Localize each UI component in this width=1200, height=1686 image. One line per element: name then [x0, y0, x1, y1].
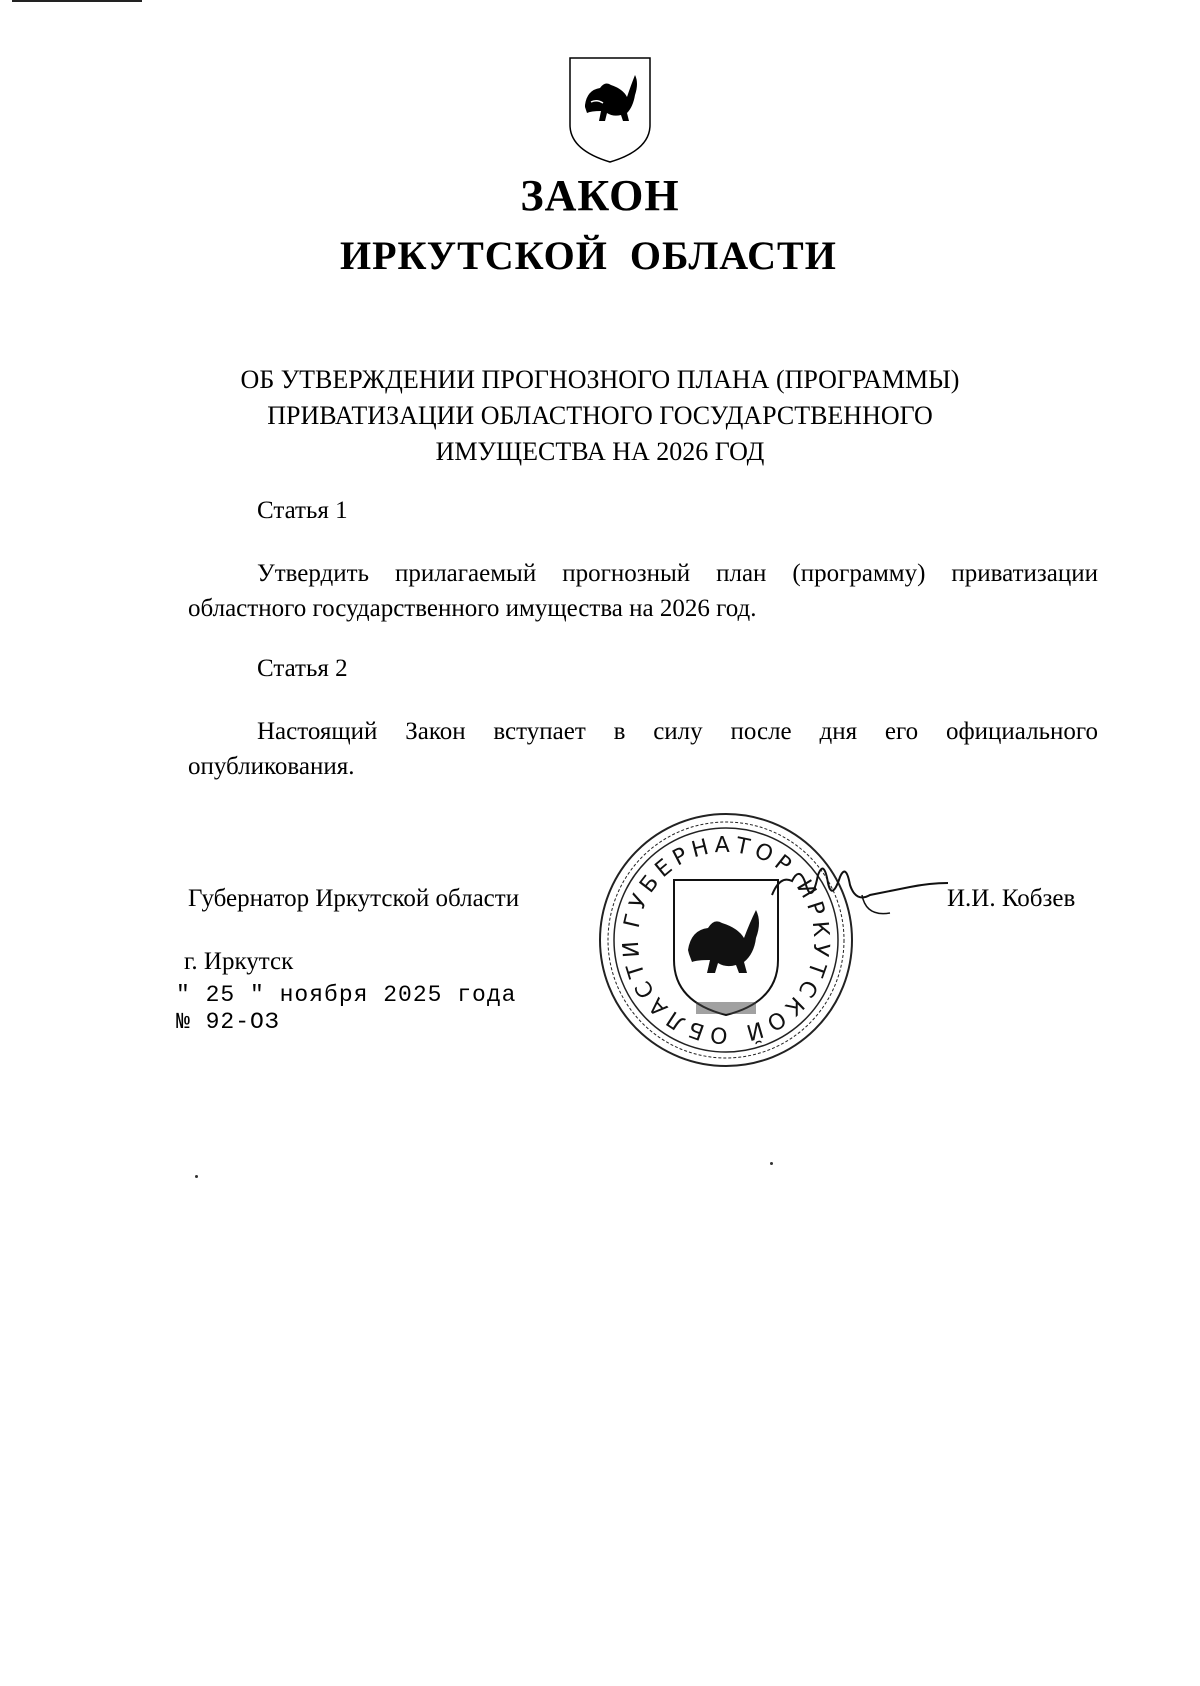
signer-position: Губернатор Иркутской области	[188, 885, 520, 912]
region-title: ИРКУТСКОЙ ОБЛАСТИ	[340, 233, 837, 278]
article-2-heading: Статья 2	[257, 655, 348, 682]
article-1-text	[188, 556, 1098, 626]
article-1-heading: Статья 1	[257, 497, 348, 524]
article-2-line: опубликования.	[188, 753, 355, 780]
scan-speck	[195, 1175, 198, 1178]
handwritten-signature	[770, 855, 950, 925]
city: г. Иркутск	[184, 948, 294, 975]
signer-name: И.И. Кобзев	[947, 885, 1076, 912]
official-seal	[596, 810, 856, 1070]
seal-text: ГУБЕРНАТОР ИРКУТСКОЙ ОБЛАСТИ	[618, 832, 834, 1048]
article-1-line: областного государственного имущества на 2026 год.	[188, 595, 757, 622]
scan-speck	[770, 1162, 773, 1165]
article-2-line: Настоящий Закон вступает в силу после дня его официального	[257, 718, 1098, 745]
law-date: " 25 " ноября 2025 года	[176, 982, 517, 1008]
law-number: № 92-ОЗ	[176, 1009, 280, 1035]
subtitle-line: ИМУЩЕСТВА НА 2026 ГОД	[435, 437, 765, 466]
law-subtitle	[0, 362, 1200, 470]
article-2-text	[188, 714, 1098, 784]
scan-edge-line	[12, 0, 142, 2]
coat-of-arms-icon	[565, 55, 655, 165]
law-title: ЗАКОН	[520, 171, 680, 220]
subtitle-line: ПРИВАТИЗАЦИИ ОБЛАСТНОГО ГОСУДАРСТВЕННОГО	[267, 401, 933, 430]
subtitle-line: ОБ УТВЕРЖДЕНИИ ПРОГНОЗНОГО ПЛАНА (ПРОГРАММЫ)	[240, 365, 960, 394]
article-1-line: Утвердить прилагаемый прогнозный план (программу) приватизации	[257, 560, 1098, 587]
